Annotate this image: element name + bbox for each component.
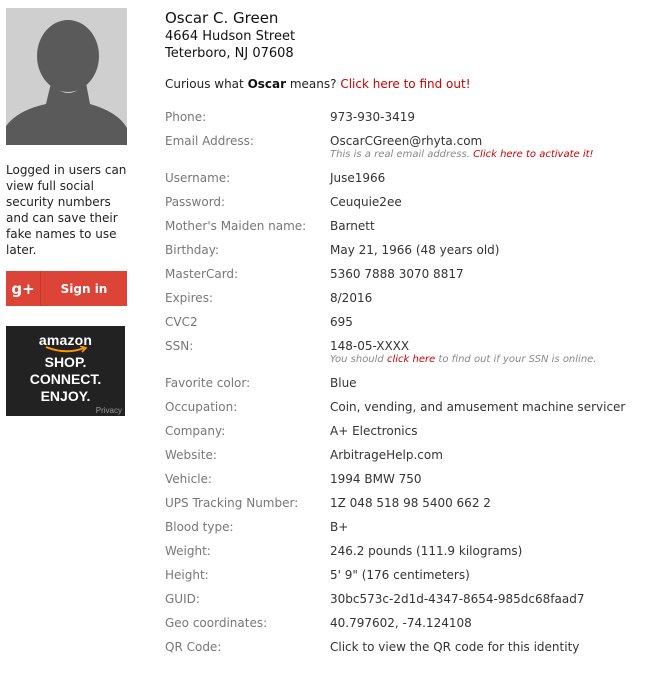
ssn-note (330, 354, 597, 365)
ad-slogan-line-2: CONNECT. (29, 371, 102, 387)
height-value: 5' 9" (176 centimeters) (330, 568, 470, 582)
qr-code-label: QR Code: (165, 640, 222, 654)
ssn-note-prefix: You should (330, 354, 387, 365)
geo-coordinates-link[interactable]: 40.797602, -74.124108 (330, 616, 472, 630)
mastercard-label: MasterCard: (165, 267, 239, 281)
password-value: Ceuquie2ee (330, 195, 402, 209)
occupation-value: Coin, vending, and amusement machine servicer (330, 400, 626, 414)
identity-name: Oscar C. Green (165, 9, 279, 27)
sign-in-label: Sign in (60, 281, 108, 296)
vehicle-label: Vehicle: (165, 472, 212, 486)
google-sign-in-button[interactable] (6, 271, 127, 306)
company-value: A+ Electronics (330, 424, 418, 438)
website-label: Website: (165, 448, 217, 462)
ad-privacy-link[interactable]: Privacy (95, 406, 122, 415)
phone-label: Phone: (165, 110, 207, 124)
ad-slogan-line-1: SHOP. (44, 354, 87, 370)
maiden-name-value: Barnett (330, 219, 375, 233)
favorite-color-value: Blue (330, 376, 357, 390)
email-label: Email Address: (165, 134, 254, 148)
cvc2-label: CVC2 (165, 315, 198, 329)
curious-suffix: means? (286, 77, 341, 91)
activate-email-link[interactable]: Click here to activate it! (473, 149, 594, 160)
mastercard-value: 5360 7888 3070 8817 (330, 267, 464, 281)
maiden-name-label: Mother's Maiden name: (165, 219, 307, 233)
geo-coordinates-label: Geo coordinates: (165, 616, 268, 630)
amazon-ad[interactable] (6, 326, 125, 416)
ssn-value: 148-05-XXXX (330, 339, 410, 353)
guid-value: 30bc573c-2d1d-4347-8654-985dc68faad7 (330, 592, 585, 606)
ssn-check-link[interactable]: click here (386, 354, 436, 365)
expires-label: Expires: (165, 291, 213, 305)
avatar (6, 8, 127, 145)
curious-name: Oscar (247, 77, 287, 91)
email-value: OscarCGreen@rhyta.com (330, 134, 483, 148)
website-value: ArbitrageHelp.com (330, 448, 443, 462)
sidebar (6, 8, 127, 416)
google-plus-icon: g+ (6, 271, 41, 306)
login-note: Logged in users can view full social security numbers and can save their fake names to use later. (6, 163, 127, 257)
blood-type-value: B+ (330, 520, 349, 534)
name-meaning-line (165, 76, 645, 92)
ups-tracking-value: 1Z 048 518 98 5400 662 2 (330, 496, 491, 510)
street-address: 4664 Hudson Street (165, 29, 296, 44)
qr-code-link[interactable]: Click to view the QR code for this identity (330, 640, 580, 654)
guid-label: GUID: (165, 592, 200, 606)
username-value: Juse1966 (330, 171, 386, 185)
cvc2-value: 695 (330, 315, 353, 329)
username-label: Username: (165, 171, 231, 185)
ups-tracking-label: UPS Tracking Number: (165, 496, 299, 510)
password-label: Password: (165, 195, 226, 209)
city-state-zip: Teterboro, NJ 07608 (165, 46, 294, 61)
company-label: Company: (165, 424, 226, 438)
phone-value: 973-930-3419 (330, 110, 416, 124)
email-note (330, 149, 594, 160)
birthday-value: May 21, 1966 (48 years old) (330, 243, 500, 257)
weight-value: 246.2 pounds (111.9 kilograms) (330, 544, 523, 558)
name-meaning-link[interactable]: Click here to find out! (340, 77, 471, 91)
ad-slogan-line-3: ENJOY. (40, 388, 91, 404)
expires-value: 8/2016 (330, 291, 373, 305)
vehicle-value: 1994 BMW 750 (330, 472, 422, 486)
curious-prefix: Curious what (165, 77, 248, 91)
height-label: Height: (165, 568, 209, 582)
email-note-text: This is a real email address. (330, 149, 474, 160)
occupation-label: Occupation: (165, 400, 238, 414)
favorite-color-label: Favorite color: (165, 376, 251, 390)
birthday-label: Birthday: (165, 243, 220, 257)
weight-label: Weight: (165, 544, 211, 558)
blood-type-label: Blood type: (165, 520, 234, 534)
identity-panel (165, 8, 645, 654)
person-silhouette-icon (6, 8, 127, 145)
ssn-note-suffix: to find out if your SSN is online. (435, 354, 597, 365)
amazon-logo: amazon (38, 332, 93, 348)
ssn-label: SSN: (165, 339, 194, 353)
